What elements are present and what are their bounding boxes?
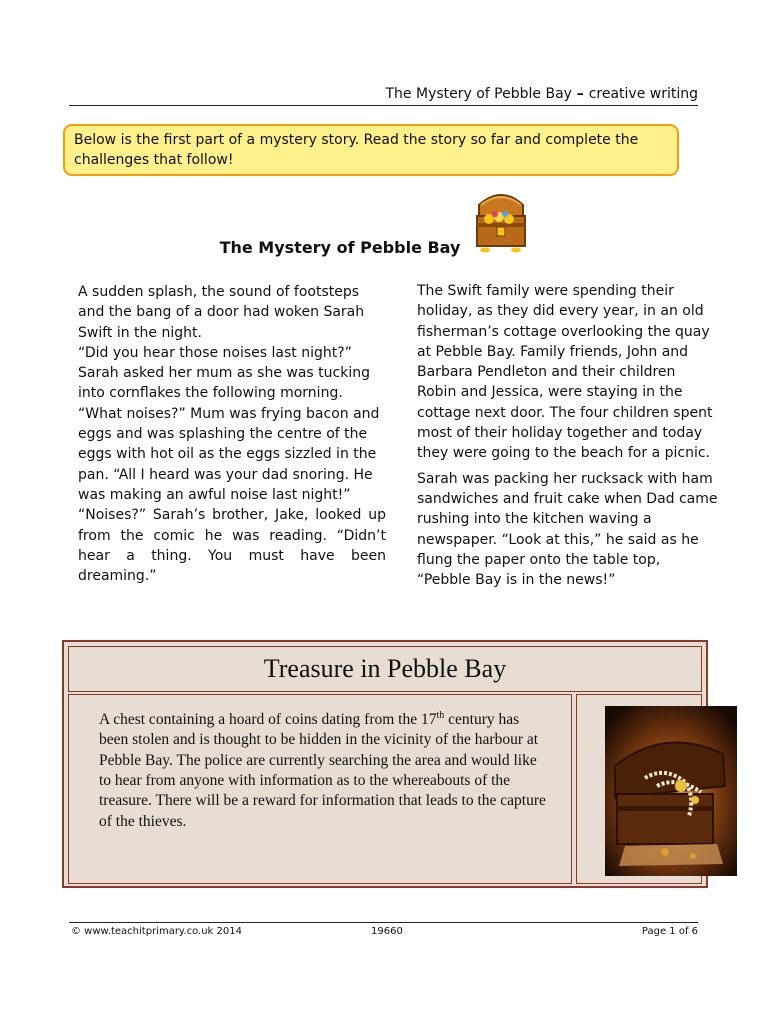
story-paragraph: “Did you hear those noises last night?” Sarah asked her mum as she was tucking into cornflakes the following morning. [78, 344, 370, 402]
header-subtitle: creative writing [588, 86, 698, 102]
story-title: The Mystery of Pebble Bay [219, 238, 461, 257]
story-paragraph: “What noises?” Mum was frying bacon and eggs and was splashing the centre of the eggs with hot oil as the eggs sizzled in the pan. “All I heard was your dad snoring. He was making an awful noise last night!” [78, 405, 380, 503]
story-paragraph: Sarah was packing her rucksack with ham sandwiches and fruit cake when Dad came rushing into the kitchen waving a newspaper. “Look at this,” he said as he flung the paper onto the table top, “Pebble Bay is in the news!” [417, 470, 718, 589]
newspaper-photo-frame [576, 694, 702, 884]
intro-box: Below is the first part of a mystery story. Read the story so far and complete the challenges that follow! [63, 124, 679, 176]
story-paragraph: A sudden splash, the sound of footsteps and the bang of a door had woken Sarah Swift in the night. [78, 284, 365, 341]
story-paragraph: The Swift family were spending their holiday, as they did every year, in an old fisherman’s cottage overlooking the quay at Pebble Bay. Family friends, John and Barbara Pendleton and their children Robin and Jessica, were staying in the cottage next door. The four children spent most of their holiday together and today they were going to the beach for a picnic. [417, 283, 713, 462]
article-superscript: th [436, 710, 445, 721]
article-text-after: century has been stolen and is thought to be hidden in the vicinity of the harbour at Pebble Bay. The police are currently searching the area and would like to hear from anyone with information as to the whereabouts of the treasure. There will be a reward for information that leads to the capture of the thieves. [99, 711, 546, 830]
footer-code: 19660 [371, 926, 403, 937]
story-right-column [417, 281, 718, 590]
story-left-column [78, 282, 386, 586]
newspaper-clipping [62, 640, 708, 888]
header-dash: – [571, 86, 589, 102]
header-title: The Mystery of Pebble Bay [385, 86, 572, 102]
story-paragraph: “Noises?” Sarah’s brother, Jake, looked up from the comic he was reading. “Didn’t hear a thing. You must have been dreaming.” [78, 507, 386, 585]
page-header [69, 86, 698, 106]
page-footer [69, 922, 698, 937]
footer-page-number: Page 1 of 6 [641, 926, 698, 937]
treasure-chest-photo [605, 706, 737, 876]
newspaper-article [68, 694, 572, 884]
footer-copyright: © www.teachitprimary.co.uk 2014 [71, 926, 242, 937]
newspaper-headline: Treasure in Pebble Bay [68, 646, 702, 692]
article-text-before: A chest containing a hoard of coins dating from the 17 [99, 711, 437, 729]
